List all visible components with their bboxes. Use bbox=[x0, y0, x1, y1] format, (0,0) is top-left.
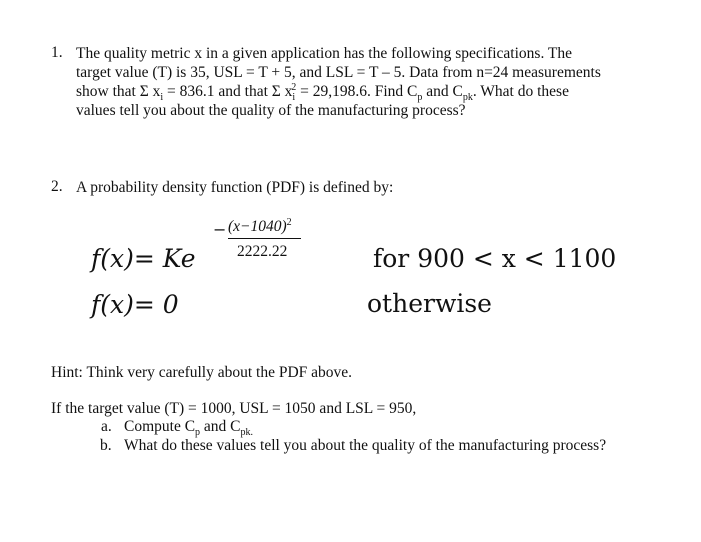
question-2-number: 2. bbox=[51, 178, 63, 195]
hint-text: Hint: Think very carefully about the PDF above. bbox=[51, 364, 353, 381]
equation-2-condition: otherwise bbox=[367, 289, 492, 318]
part-b-label: b. bbox=[100, 437, 112, 454]
part-a-label: a. bbox=[101, 418, 112, 435]
question-1-line-3: show that Σ $x_i = 836.1$ and that Σ $x_i^2 = 29,198.6$. Find $C_p$ and $C_{pk}$. What do these bbox=[76, 81, 569, 104]
exponent-denominator: 2222.22 bbox=[237, 243, 288, 260]
exponent-numerator: $(x-1040)^2$ bbox=[228, 216, 292, 235]
part-a-text: Compute $C_p$ and $C_{pk.}$ bbox=[124, 418, 254, 439]
exponent-minus-sign: − bbox=[213, 220, 227, 239]
equation-2-lhs: f(x)= 0 bbox=[91, 290, 179, 319]
given-specifications: If the target value (T) = 1000, USL = 1050 and LSL = 950, bbox=[51, 400, 417, 417]
part-b-text: What do these values tell you about the quality of the manufacturing process? bbox=[124, 437, 607, 454]
question-1-line-2: target value (T) is 35, USL = T + 5, and LSL = T – 5. Data from n=24 measurements bbox=[76, 64, 601, 81]
question-1-number: 1. bbox=[51, 44, 63, 61]
question-2-intro: A probability density function (PDF) is defined by: bbox=[76, 179, 394, 196]
exponent-fraction-bar bbox=[228, 238, 301, 239]
question-1-line-4: values tell you about the quality of the manufacturing process? bbox=[76, 102, 466, 119]
equation-1-lhs: f(x)= Ke bbox=[91, 244, 196, 273]
equation-1-condition: for 900 < x < 1100 bbox=[373, 244, 617, 273]
question-1-line-1: The quality metric x in a given application has the following specifications. The bbox=[76, 45, 573, 62]
